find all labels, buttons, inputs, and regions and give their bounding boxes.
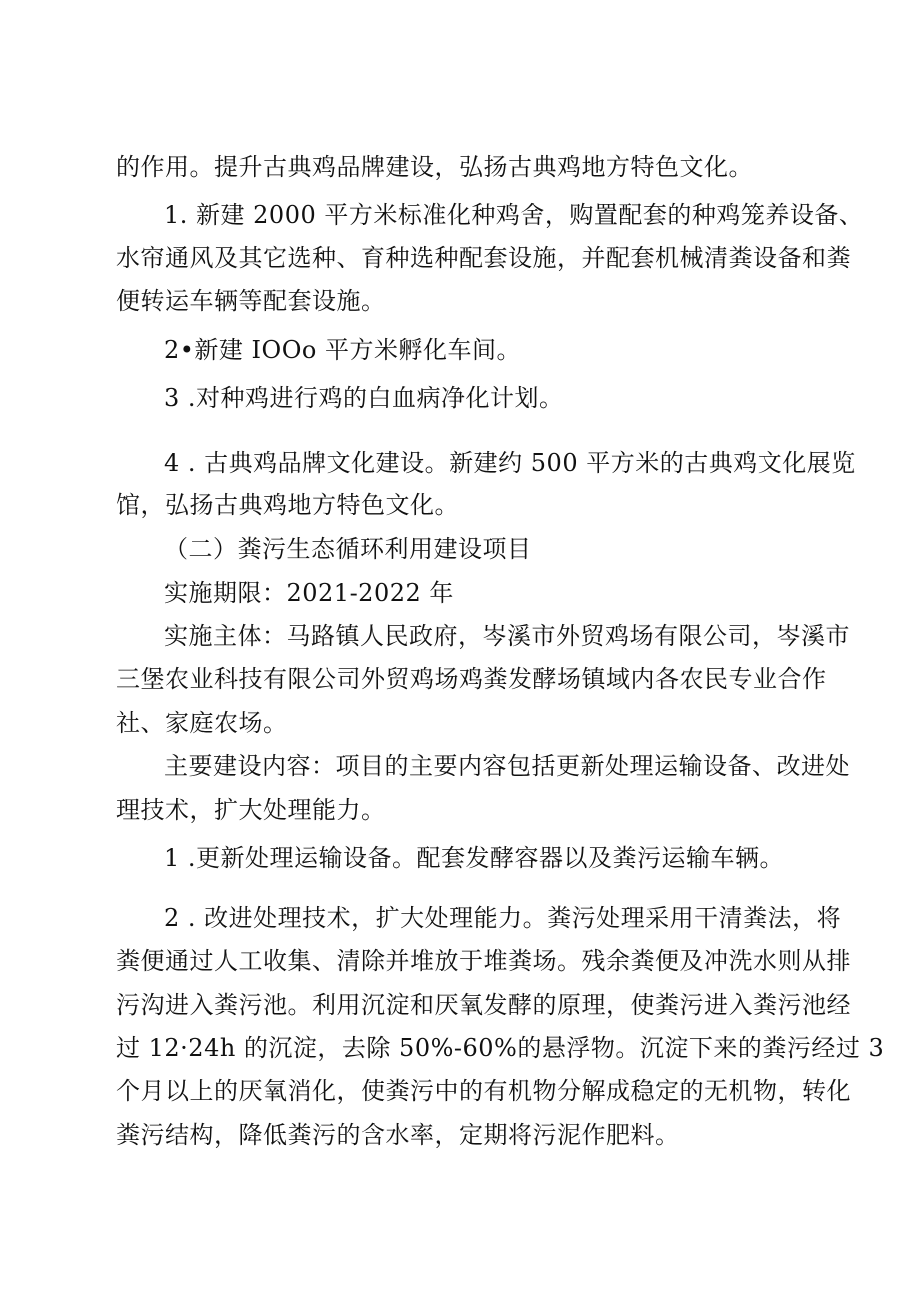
text-line: 实施期限：2021-2022 年 <box>164 579 454 607</box>
text-line: 粪便通过人工收集、清除并堆放于堆粪场。残余粪便及冲洗水则从排 <box>116 947 851 975</box>
text-line: 主要建设内容：项目的主要内容包括更新处理运输设备、改进处 <box>164 752 850 780</box>
text-line: 1 .更新处理运输设备。配套发酵容器以及粪污运输车辆。 <box>164 844 785 872</box>
section-heading: （二）粪污生态循环利用建设项目 <box>164 535 532 563</box>
text-line: 三堡农业科技有限公司外贸鸡场鸡粪发酵场镇域内各农民专业合作 <box>116 665 827 693</box>
text-line: 的作用。提升古典鸡品牌建设，弘扬古典鸡地方特色文化。 <box>116 153 753 181</box>
text-line: 过 12·24h 的沉淀，去除 50%-60%的悬浮物。沉淀下来的粪污经过 3 <box>116 1034 885 1062</box>
text-line: 污沟进入粪污池。利用沉淀和厌氧发酵的原理，使粪污进入粪污池经 <box>116 991 851 1019</box>
text-line: 便转运车辆等配套设施。 <box>116 287 386 315</box>
text-line: 社、家庭农场。 <box>116 709 288 737</box>
text-line: 4 . 古典鸡品牌文化建设。新建约 500 平方米的古典鸡文化展览 <box>164 449 856 477</box>
text-line: 实施主体：马路镇人民政府，岑溪市外贸鸡场有限公司，岑溪市 <box>164 622 850 650</box>
text-line: 粪污结构，降低粪污的含水率，定期将污泥作肥料。 <box>116 1121 680 1149</box>
text-line: 馆，弘扬古典鸡地方特色文化。 <box>116 491 459 519</box>
text-line: 1. 新建 2000 平方米标准化种鸡舍，购置配套的种鸡笼养设备、 <box>164 201 864 229</box>
text-line: 个月以上的厌氧消化，使粪污中的有机物分解成稳定的无机物，转化 <box>116 1077 851 1105</box>
text-line: 水帘通风及其它选种、育种选种配套设施，并配套机械清粪设备和粪 <box>116 244 851 272</box>
text-line: 2 . 改进处理技术，扩大处理能力。粪污处理采用干清粪法，将 <box>164 904 842 932</box>
text-line: 3 .对种鸡进行鸡的白血病净化计划。 <box>164 384 564 412</box>
text-line: 2•新建 IOOo 平方米孵化车间。 <box>164 336 521 364</box>
text-line: 理技术，扩大处理能力。 <box>116 796 386 824</box>
